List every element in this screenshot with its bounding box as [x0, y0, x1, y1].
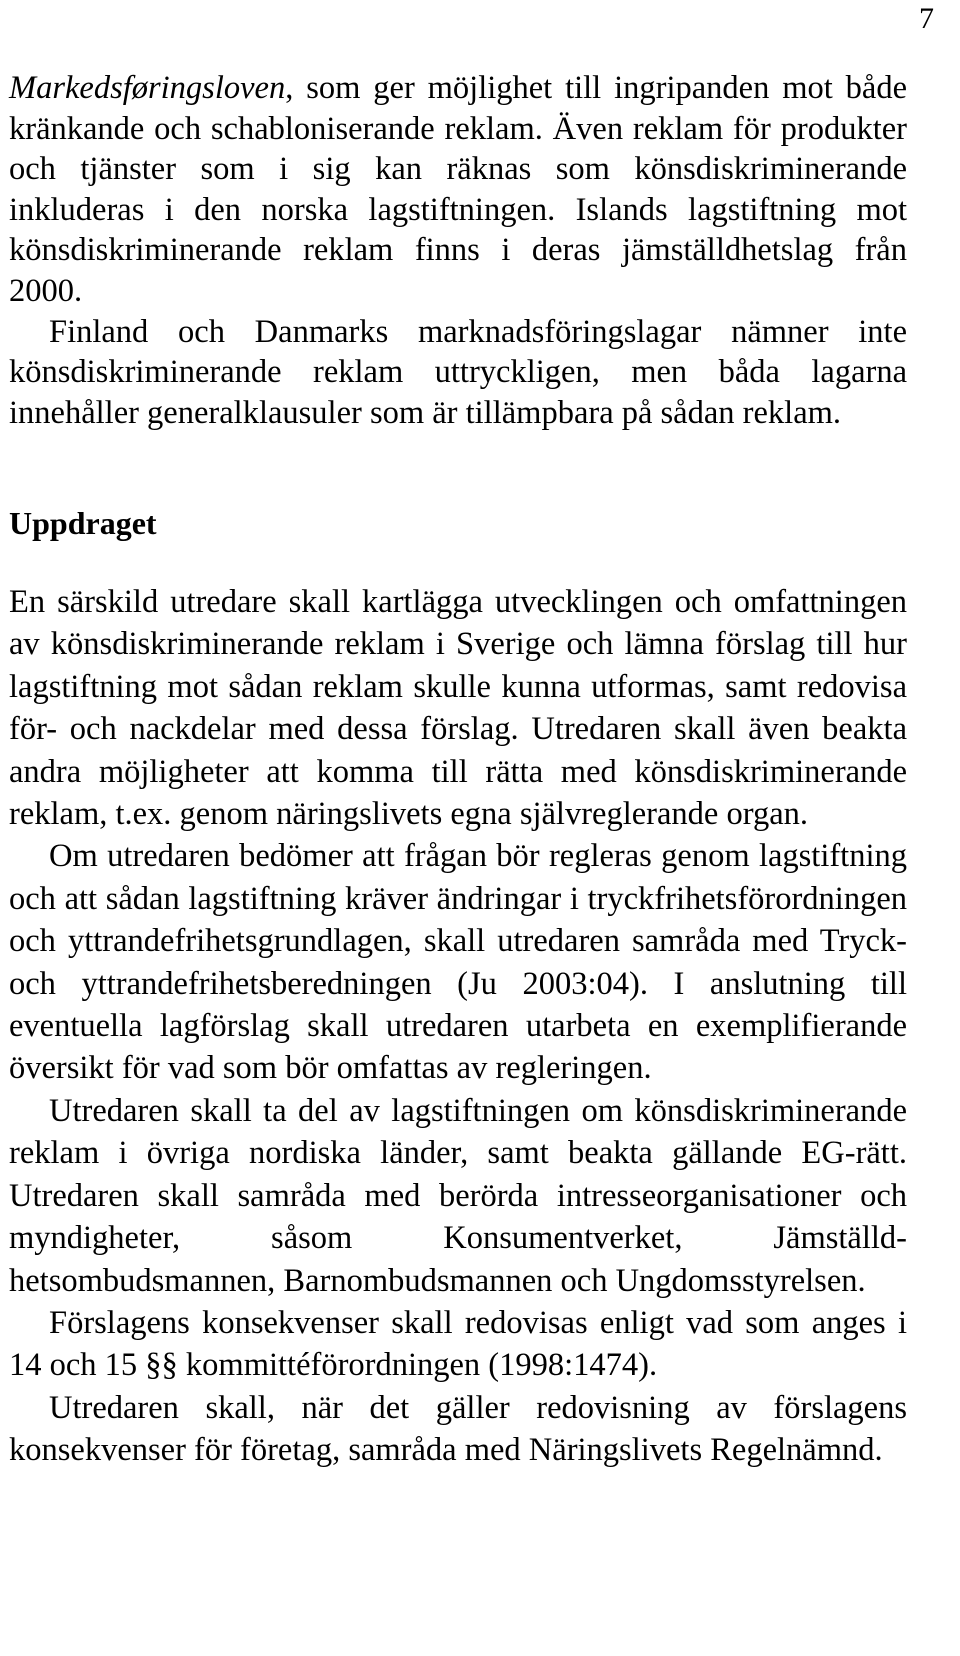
intro-paragraph-1	[9, 68, 907, 312]
body-paragraph-3: Utredaren skall ta del av lagstiftningen om könsdiskriminerande reklam i övriga nordiska länder, samt beakta gällande EG-rätt. Utredaren skall samråda med berörda intresseorganisationer och myndigheter, såsom Konsumentverket, Jämställdhetsombudsmannen, Barnombudsmannen och Ungdomsstyrelsen.	[9, 1092, 907, 1299]
body-paragraph-4: Förslagens konsekvenser skall redovisas enligt vad som anges i 14 och 15 §§ kommittéförordningen (1998:1474).	[9, 1304, 907, 1384]
body-paragraph-5: Utredaren skall, när det gäller redovisning av förslagens konsekvenser för företag, samråda med Näringslivets Regelnämnd.	[9, 1389, 907, 1469]
page-number: 7	[919, 2, 934, 35]
intro-paragraph-2: Finland och Danmarks marknadsföringslagar nämner inte könsdiskriminerande reklam uttryckligen, men båda lagarna innehåller generalklausuler som är tillämpbara på sådan reklam.	[9, 313, 907, 431]
body-paragraph-2: Om utredaren bedömer att frågan bör regleras genom lagstiftning och att sådan lagstiftning kräver ändringar i tryckfrihetsförordningen och yttrandefrihetsgrundlagen, skall utredaren samråda med Tryck- och yttrandefrihetsberedningen (Ju 2003:04). I anslutning till eventuella lagförslag skall utredaren utarbeta en exemplifierande översikt för vad som bör omfattas av regleringen.	[9, 838, 907, 1087]
body-paragraph-1: En särskild utredare skall kartlägga utvecklingen och omfattningen av könsdiskriminerande reklam i Sverige och lämna förslag till hur lagstiftning mot sådan reklam skulle kunna utformas, samt redovisa för- och nackdelar med dessa förslag. Utredaren skall även beakta andra möjligheter att komma till rätta med könsdiskriminerande reklam, t.ex. genom näringslivets egna självreglerande organ.	[9, 584, 907, 833]
intro-paragraph-1-text: , som ger möjlighet till ingripanden mot både kränkande och schabloniserande reklam. Även reklam för produkter och tjänster som i sig kan räknas som könsdiskriminerande inkluderas i den norska lagstiftningen. Islands lagstiftning mot könsdiskriminerande reklam finns i deras jämställdhetslag från 2000.	[9, 70, 907, 309]
law-name: Markedsføringsloven	[9, 70, 286, 106]
intro-text	[9, 68, 907, 433]
section-heading: Uppdraget	[9, 505, 157, 541]
section-body	[9, 581, 907, 1472]
